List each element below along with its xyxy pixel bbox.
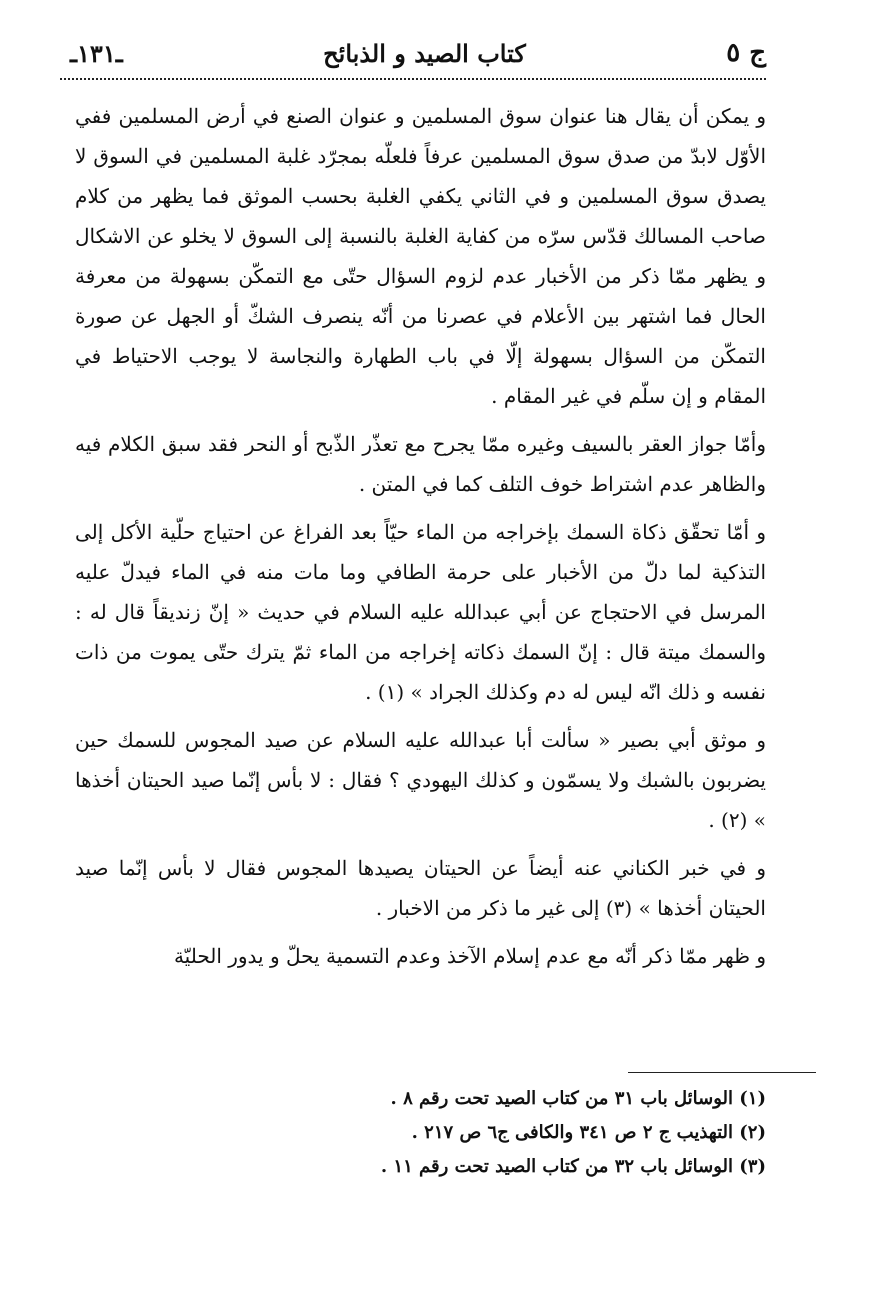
volume-label: ج ٥ (726, 38, 766, 68)
footnote-item: (١) الوسائل باب ٣١ من كتاب الصيد تحت رقم ٨ . (390, 1088, 766, 1109)
paragraph: و يمكن أن يقال هنا عنوان سوق المسلمين و عنوان الصنع في أرض المسلمين ففي الأوّل لابدّ من صدق سوق المسلمين عرفاً فلعلّه بمجرّد غلبة المسلمين في السوق لا يصدق سوق المسلمين و في الثاني يكفي الغلبة بحسب الموثق فما يظهر من كلام صاحب المسالك قدّس سرّه من كفاية الغلبة بالنسبة إلى السوق لا يخلو عن الاشكال و يظهر ممّا ذكر من الأخبار عدم لزوم السؤال حتّى مع التمكّن بسهولة من معرفة الحال فما اشتهر بين الأعلام في عصرنا من أنّه ينصرف الشكّ أو الجهل عن صورة التمكّن من السؤال بسهولة إلّا في باب الطهارة والنجاسة لا يوجب الاحتياط في المقام و إن سلّم في غير المقام . (75, 104, 766, 408)
main-text (75, 96, 766, 984)
page-header (70, 30, 766, 76)
chapter-title: كتاب الصيد و الذبائح (323, 38, 526, 68)
footnote-item: (٣) الوسائل باب ٣٢ من كتاب الصيد تحت رقم ١١ . (380, 1156, 766, 1177)
paragraph: وأمّا جواز العقر بالسيف وغيره ممّا يجرح مع تعذّر الذّبح أو النحر فقد سبق الكلام فيه والظاهر عدم اشتراط خوف التلف كما في المتن . (75, 432, 766, 496)
footnotes (300, 1082, 766, 1184)
paragraph: و موثق أبي بصير « سألت أبا عبدالله عليه السلام عن صيد المجوس للسمك حين يضربون بالشبك ولا يسمّون و كذلك اليهودي ؟ فقال : لا بأس إنّما صيد الحيتان أخذها » (٢) . (75, 728, 766, 832)
footnote-item: (٢) التهذيب ج ٢ ص ٣٤١ والكافى ج٦ ص ٢١٧ . (411, 1122, 766, 1143)
footnote-divider (628, 1072, 816, 1073)
page-number: ـ١٣١ـ (70, 38, 123, 68)
paragraph: و ظهر ممّا ذكر أنّه مع عدم إسلام الآخذ وعدم التسمية يحلّ و يدور الحليّة (173, 944, 766, 968)
paragraph: و في خبر الكناني عنه أيضاً عن الحيتان يصيدها المجوس فقال لا بأس إنّما صيد الحيتان أخذها » (٣) إلى غير ما ذكر من الاخبار . (75, 856, 766, 920)
header-divider (60, 78, 766, 80)
paragraph: و أمّا تحقّق ذكاة السمك بإخراجه من الماء حيّاً بعد الفراغ عن احتياج حلّية الأكل إلى التذكية لما دلّ من الأخبار على حرمة الطافي وما مات منه في الماء فيدلّ عليه المرسل في الاحتجاج عن أبي عبدالله عليه السلام في حديث « إنّ زنديقاً قال له : والسمك ميتة قال : إنّ السمك ذكاته إخراجه من الماء ثمّ يترك حتّى يموت من ذات نفسه و ذلك انّه ليس له دم وكذلك الجراد » (١) . (75, 520, 766, 704)
